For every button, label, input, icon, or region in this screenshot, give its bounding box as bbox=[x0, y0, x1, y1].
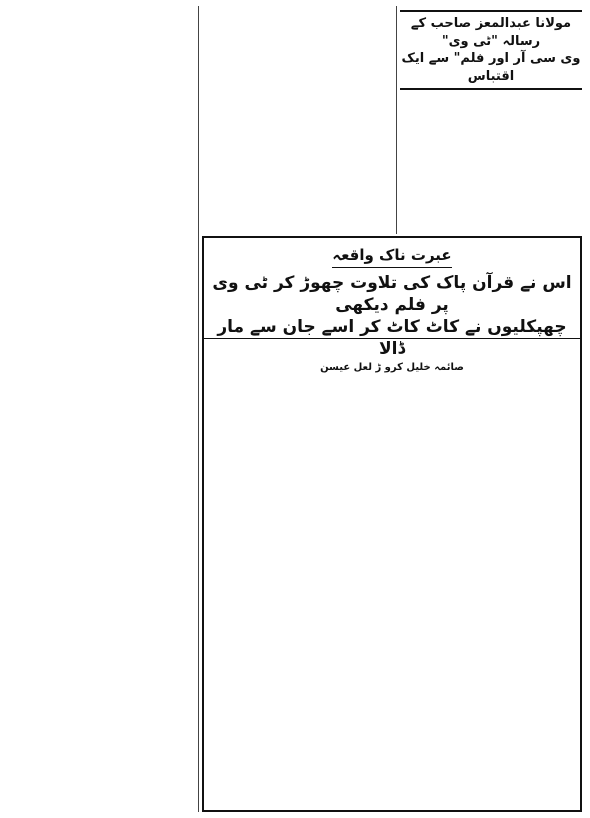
paragraph bbox=[400, 151, 582, 162]
paragraph bbox=[212, 680, 572, 691]
paragraph bbox=[6, 314, 196, 325]
paragraph bbox=[400, 95, 582, 106]
paragraph bbox=[400, 207, 582, 218]
paragraph bbox=[6, 552, 196, 563]
paragraph bbox=[212, 638, 572, 649]
paragraph bbox=[212, 596, 572, 607]
paragraph bbox=[6, 678, 196, 689]
left-column bbox=[6, 6, 196, 812]
article-body bbox=[6, 6, 196, 812]
paragraph bbox=[212, 470, 572, 481]
paragraph bbox=[202, 160, 392, 171]
paragraph bbox=[6, 6, 196, 17]
paragraph bbox=[6, 706, 196, 717]
paragraph bbox=[212, 624, 572, 635]
paragraph bbox=[6, 76, 196, 87]
paragraph bbox=[212, 456, 572, 467]
paragraph bbox=[6, 90, 196, 101]
paragraph bbox=[212, 722, 572, 733]
paragraph bbox=[212, 526, 572, 537]
paragraph bbox=[202, 76, 392, 87]
story-byline: صائمہ خلیل کرو ڑ لعل عیسن bbox=[320, 362, 464, 374]
paragraph bbox=[202, 230, 392, 231]
paragraph bbox=[202, 20, 392, 31]
paragraph bbox=[6, 356, 196, 367]
paragraph bbox=[212, 694, 572, 705]
paragraph bbox=[212, 344, 572, 355]
paragraph bbox=[400, 123, 582, 134]
paragraph bbox=[202, 146, 392, 157]
paragraph bbox=[6, 762, 196, 773]
paragraph bbox=[6, 650, 196, 661]
headline-line: مولانا عبدالمعز صاحب کے رسالہ "ٹی وی" bbox=[410, 16, 572, 49]
right-column bbox=[400, 6, 582, 231]
paragraph bbox=[6, 692, 196, 703]
paragraph bbox=[6, 440, 196, 451]
paragraph bbox=[6, 62, 196, 73]
paragraph bbox=[6, 272, 196, 283]
paragraph bbox=[6, 398, 196, 409]
paragraph bbox=[202, 62, 392, 73]
story-headline-line: اس نے قرآن پاک کی تلاوت چھوڑ کر ٹی وی پر فلم دیکھی bbox=[212, 273, 572, 316]
middle-column bbox=[202, 6, 392, 231]
paragraph bbox=[6, 580, 196, 591]
paragraph bbox=[212, 358, 572, 369]
paragraph bbox=[6, 34, 196, 45]
paragraph bbox=[212, 414, 572, 425]
paragraph bbox=[6, 160, 196, 171]
paragraph bbox=[6, 636, 196, 647]
paragraph bbox=[6, 622, 196, 633]
paragraph bbox=[212, 708, 572, 719]
paragraph bbox=[212, 736, 572, 747]
paragraph bbox=[6, 370, 196, 381]
paragraph bbox=[400, 165, 582, 176]
paragraph bbox=[212, 582, 572, 593]
article-body bbox=[202, 6, 392, 231]
paragraph bbox=[6, 538, 196, 549]
article-body bbox=[400, 95, 582, 218]
paragraph bbox=[6, 342, 196, 353]
paragraph bbox=[212, 372, 572, 383]
paragraph bbox=[212, 540, 572, 551]
paragraph bbox=[202, 6, 392, 17]
paragraph bbox=[212, 428, 572, 439]
paragraph bbox=[202, 90, 392, 101]
headline-line: وی سی آر اور فلم" سے ایک اقتباس bbox=[401, 51, 581, 84]
column-divider bbox=[396, 6, 397, 234]
paragraph bbox=[6, 258, 196, 269]
article-headline bbox=[400, 10, 582, 90]
paragraph bbox=[202, 104, 392, 115]
paragraph bbox=[6, 286, 196, 297]
paragraph bbox=[6, 328, 196, 339]
paragraph bbox=[212, 666, 572, 677]
paragraph bbox=[212, 442, 572, 453]
paragraph bbox=[400, 109, 582, 120]
paragraph bbox=[400, 137, 582, 148]
paragraph bbox=[212, 400, 572, 411]
paragraph bbox=[202, 48, 392, 59]
paragraph bbox=[6, 202, 196, 213]
paragraph bbox=[6, 804, 196, 812]
paragraph bbox=[202, 202, 392, 213]
paragraph bbox=[6, 244, 196, 255]
kicker-underline bbox=[332, 267, 452, 268]
paragraph bbox=[212, 554, 572, 565]
paragraph bbox=[212, 498, 572, 509]
paragraph bbox=[6, 230, 196, 241]
paragraph bbox=[6, 790, 196, 801]
paragraph bbox=[6, 48, 196, 59]
paragraph bbox=[400, 193, 582, 204]
boxed-story bbox=[202, 236, 582, 812]
story-header bbox=[204, 238, 580, 374]
paragraph bbox=[6, 300, 196, 311]
paragraph bbox=[6, 426, 196, 437]
paragraph bbox=[212, 484, 572, 495]
paragraph bbox=[6, 216, 196, 227]
paragraph bbox=[6, 454, 196, 465]
paragraph bbox=[212, 610, 572, 621]
paragraph bbox=[212, 750, 572, 761]
story-headline-line: چھپکلیوں نے کاٹ کاٹ کر اسے جان سے مار ڈالا bbox=[217, 317, 567, 360]
paragraph bbox=[6, 496, 196, 507]
paragraph bbox=[6, 188, 196, 199]
paragraph bbox=[6, 748, 196, 759]
paragraph bbox=[6, 118, 196, 129]
paragraph bbox=[6, 482, 196, 493]
paragraph bbox=[6, 608, 196, 619]
paragraph bbox=[212, 652, 572, 663]
paragraph bbox=[6, 132, 196, 143]
paragraph bbox=[6, 734, 196, 745]
paragraph bbox=[212, 386, 572, 397]
paragraph bbox=[6, 104, 196, 115]
paragraph bbox=[202, 216, 392, 227]
paragraph bbox=[400, 179, 582, 190]
paragraph bbox=[6, 146, 196, 157]
paragraph bbox=[6, 412, 196, 423]
paragraph bbox=[6, 524, 196, 535]
story-body bbox=[212, 344, 572, 804]
story-kicker: عبرت ناک واقعہ bbox=[332, 246, 452, 264]
paragraph bbox=[6, 594, 196, 605]
paragraph bbox=[6, 384, 196, 395]
paragraph bbox=[202, 188, 392, 199]
paragraph bbox=[202, 34, 392, 45]
paragraph bbox=[6, 776, 196, 787]
paragraph bbox=[6, 468, 196, 479]
paragraph bbox=[6, 20, 196, 31]
paragraph bbox=[212, 568, 572, 579]
column-divider bbox=[198, 6, 199, 812]
paragraph bbox=[6, 720, 196, 731]
paragraph bbox=[202, 118, 392, 129]
paragraph bbox=[6, 566, 196, 577]
paragraph bbox=[202, 174, 392, 185]
paragraph bbox=[202, 132, 392, 143]
paragraph bbox=[6, 510, 196, 521]
paragraph bbox=[212, 764, 572, 775]
paragraph bbox=[6, 174, 196, 185]
paragraph bbox=[212, 512, 572, 523]
paragraph bbox=[6, 664, 196, 675]
